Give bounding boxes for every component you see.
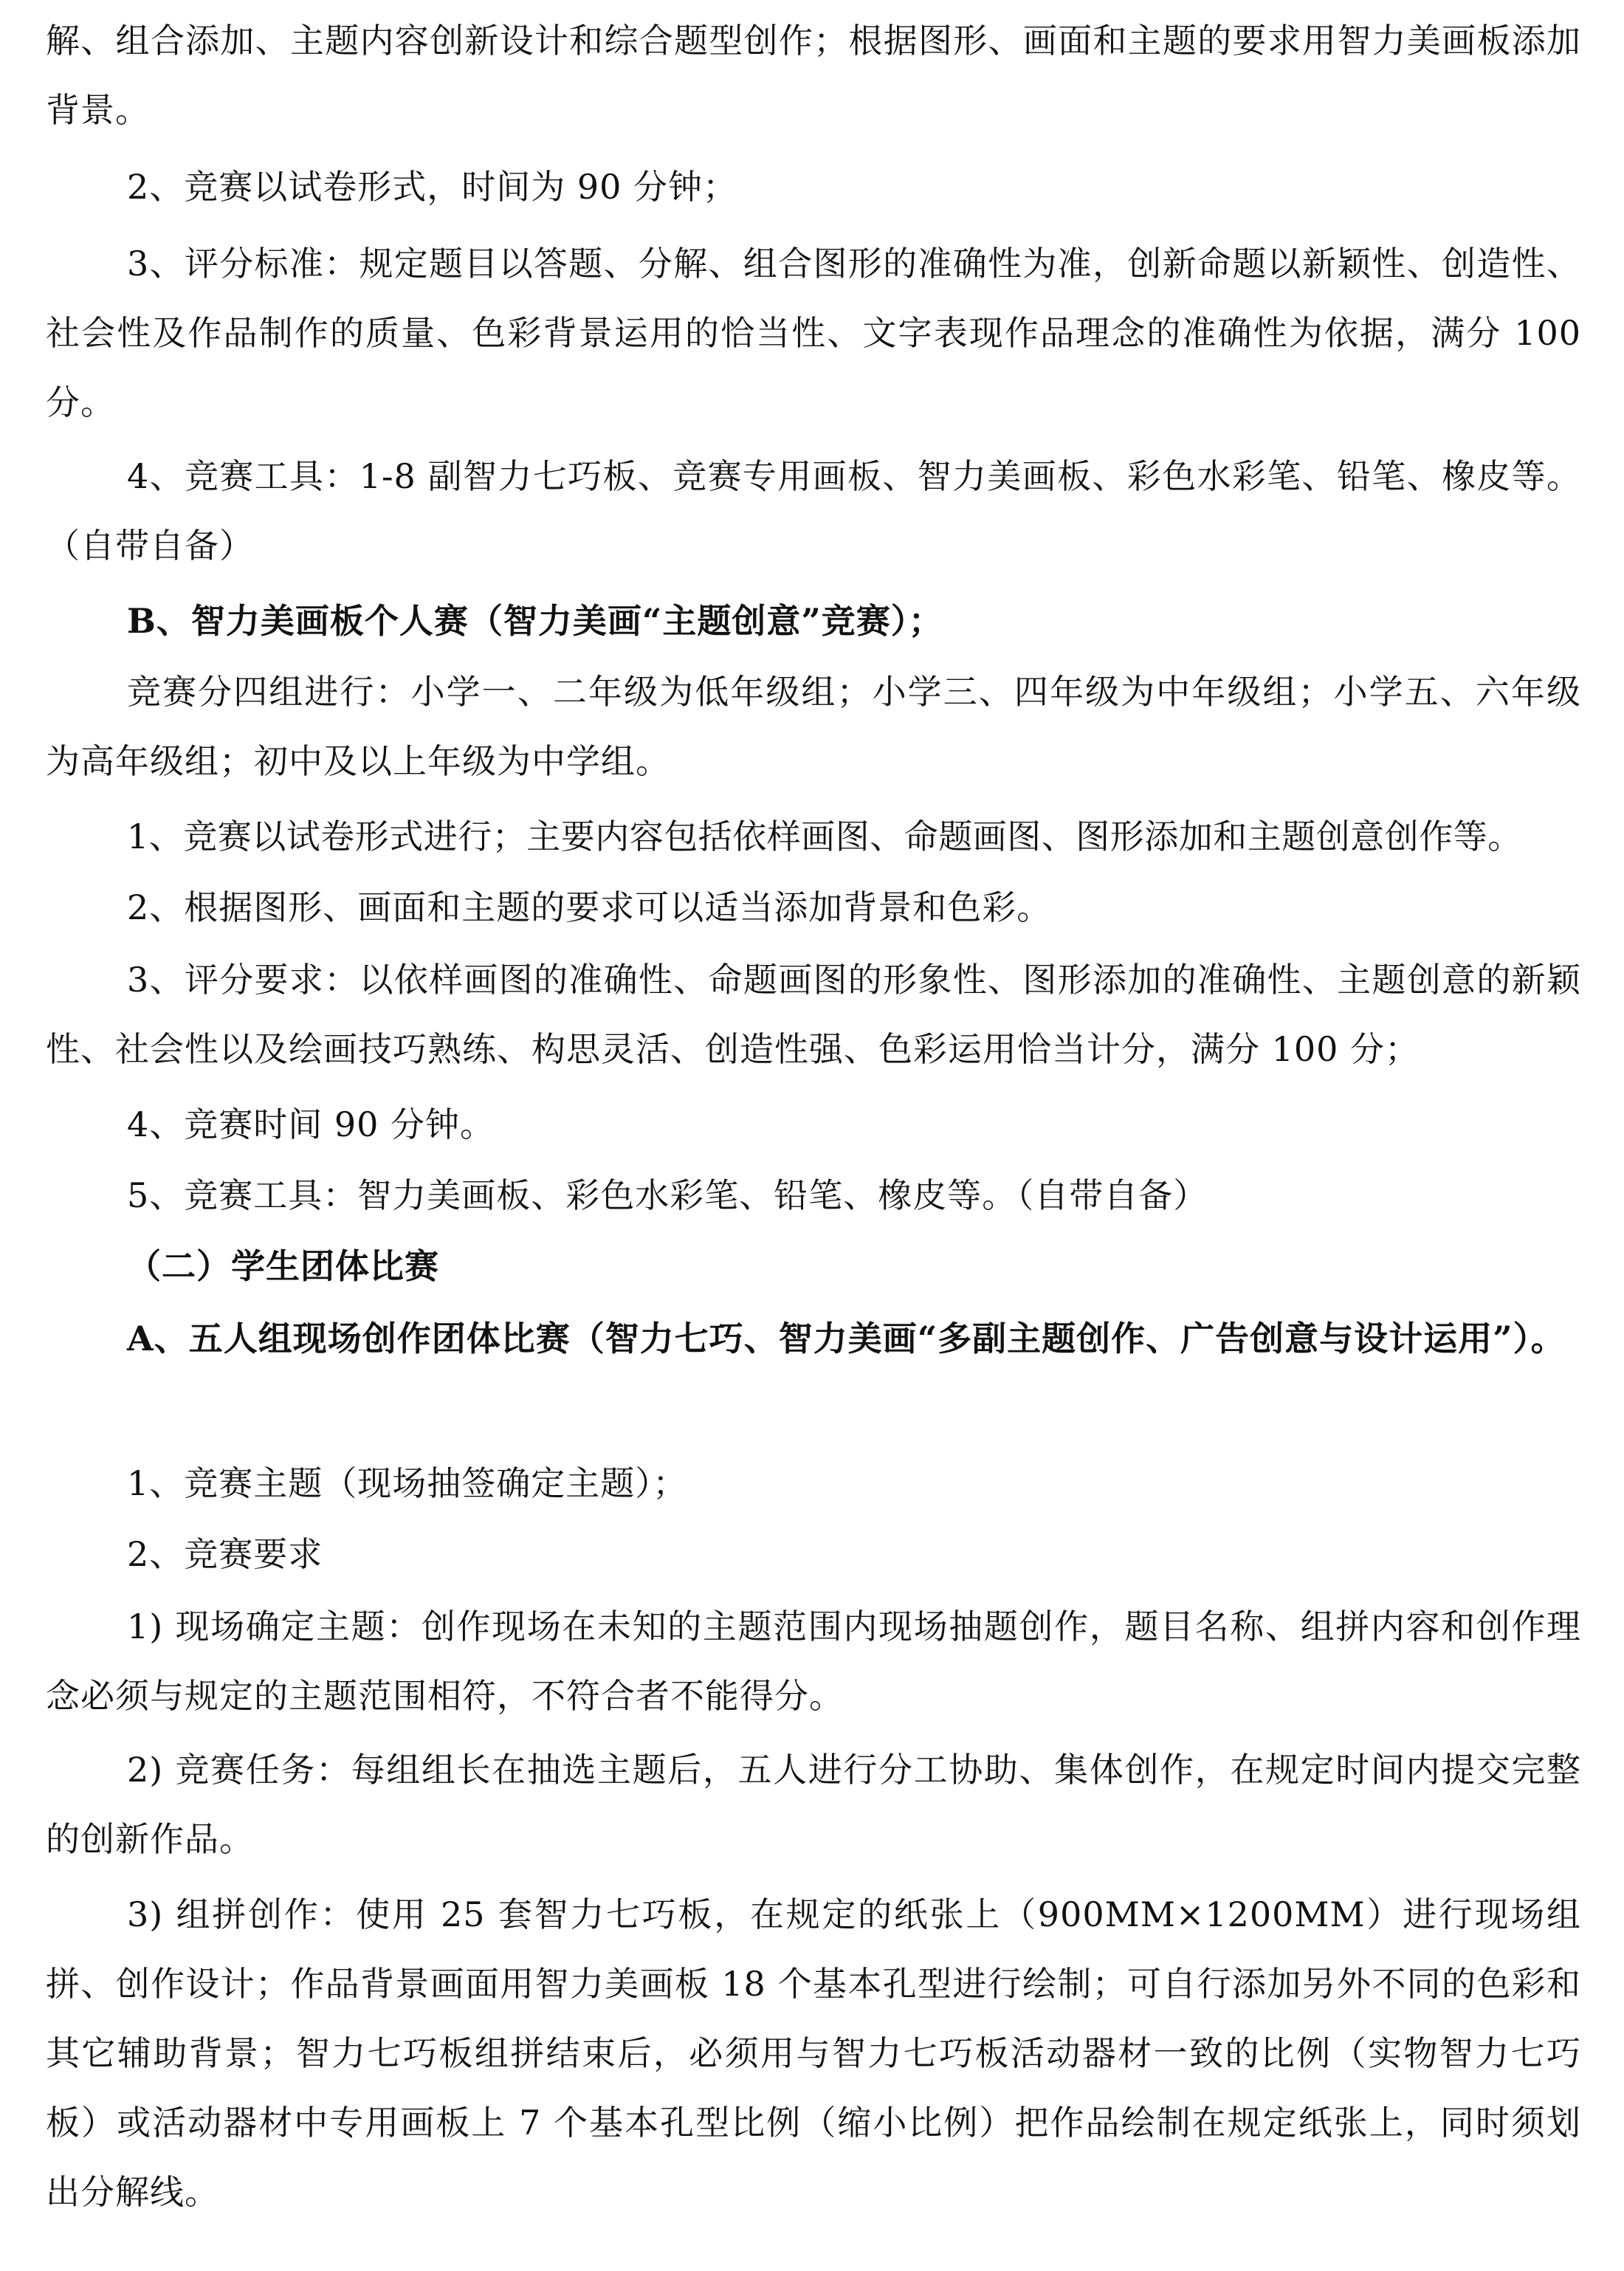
paragraph-continuation: 解、组合添加、主题内容创新设计和综合题型创作；根据图形、画面和主题的要求用智力美画板添加背景。 (46, 21, 1581, 130)
paragraph-item-4-tools: 4、竞赛工具：1-8 副智力七巧板、竞赛专用画板、智力美画板、彩色水彩笔、铅笔、橡皮等。（自带自备） (46, 456, 1581, 566)
section-heading-team: （二）学生团体比赛 (127, 1246, 439, 1286)
paragraph-requirement-2: 2) 竞赛任务：每组组长在抽选主题后，五人进行分工协助、集体创作，在规定时间内提交完整的创新作品。 (46, 1750, 1581, 1859)
paragraph-item-3-scoring: 3、评分标准：规定题目以答题、分解、组合图形的准确性为准，创新命题以新颖性、创造性、社会性及作品制作的质量、色彩背景运用的恰当性、文字表现作品理念的准确性为依据，满分 100 分。 (46, 244, 1581, 422)
paragraph-requirement-1: 1) 现场确定主题：创作现场在未知的主题范围内现场抽题创作，题目名称、组拼内容和创作理念必须与规定的主题范围相符，不符合者不能得分。 (46, 1607, 1581, 1716)
section-heading-b: B、智力美画板个人赛（智力美画“主题创意”竞赛）； (127, 601, 943, 641)
paragraph-b-item-2: 2、根据图形、画面和主题的要求可以适当添加背景和色彩。 (127, 887, 1052, 927)
section-heading-a: A、五人组现场创作团体比赛（智力七巧、智力美画“多副主题创作、广告创意与设计运用”）。 (127, 1319, 1566, 1358)
paragraph-item-2-time: 2、竞赛以试卷形式，时间为 90 分钟； (127, 167, 738, 207)
paragraph-a-item-2: 2、竞赛要求 (127, 1534, 323, 1574)
paragraph-requirement-3: 3) 组拼创作：使用 25 套智力七巧板，在规定的纸张上（900MM×1200MM）进行现场组拼、创作设计；作品背景画面用智力美画板 18 个基本孔型进行绘制；可自行添加另外不同的色彩和其它辅助背景；智力七巧板组拼结束后，必须用与智力七巧板活动器材一致的比例（实物智力七巧板）或活动器材中专用画板上 7 个基本孔型比例（缩小比例）把作品绘制在规定纸张上，同时须划出分解线。 (46, 1894, 1581, 2212)
paragraph-a-item-1: 1、竞赛主题（现场抽签确定主题）； (127, 1463, 688, 1503)
paragraph-b-item-4: 4、竞赛时间 90 分钟。 (127, 1104, 495, 1144)
paragraph-groups: 竞赛分四组进行：小学一、二年级为低年级组；小学三、四年级为中年级组；小学五、六年级为高年级组；初中及以上年级为中学组。 (46, 672, 1581, 781)
paragraph-b-item-5: 5、竞赛工具：智力美画板、彩色水彩笔、铅笔、橡皮等。（自带自备） (127, 1175, 1208, 1215)
paragraph-b-item-3: 3、评分要求：以依样画图的准确性、命题画图的形象性、图形添加的准确性、主题创意的新颖性、社会性以及绘画技巧熟练、构思灵活、创造性强、色彩运用恰当计分，满分 100 分； (46, 960, 1581, 1069)
paragraph-b-item-1: 1、竞赛以试卷形式进行；主要内容包括依样画图、命题画图、图形添加和主题创意创作等。 (127, 817, 1522, 856)
